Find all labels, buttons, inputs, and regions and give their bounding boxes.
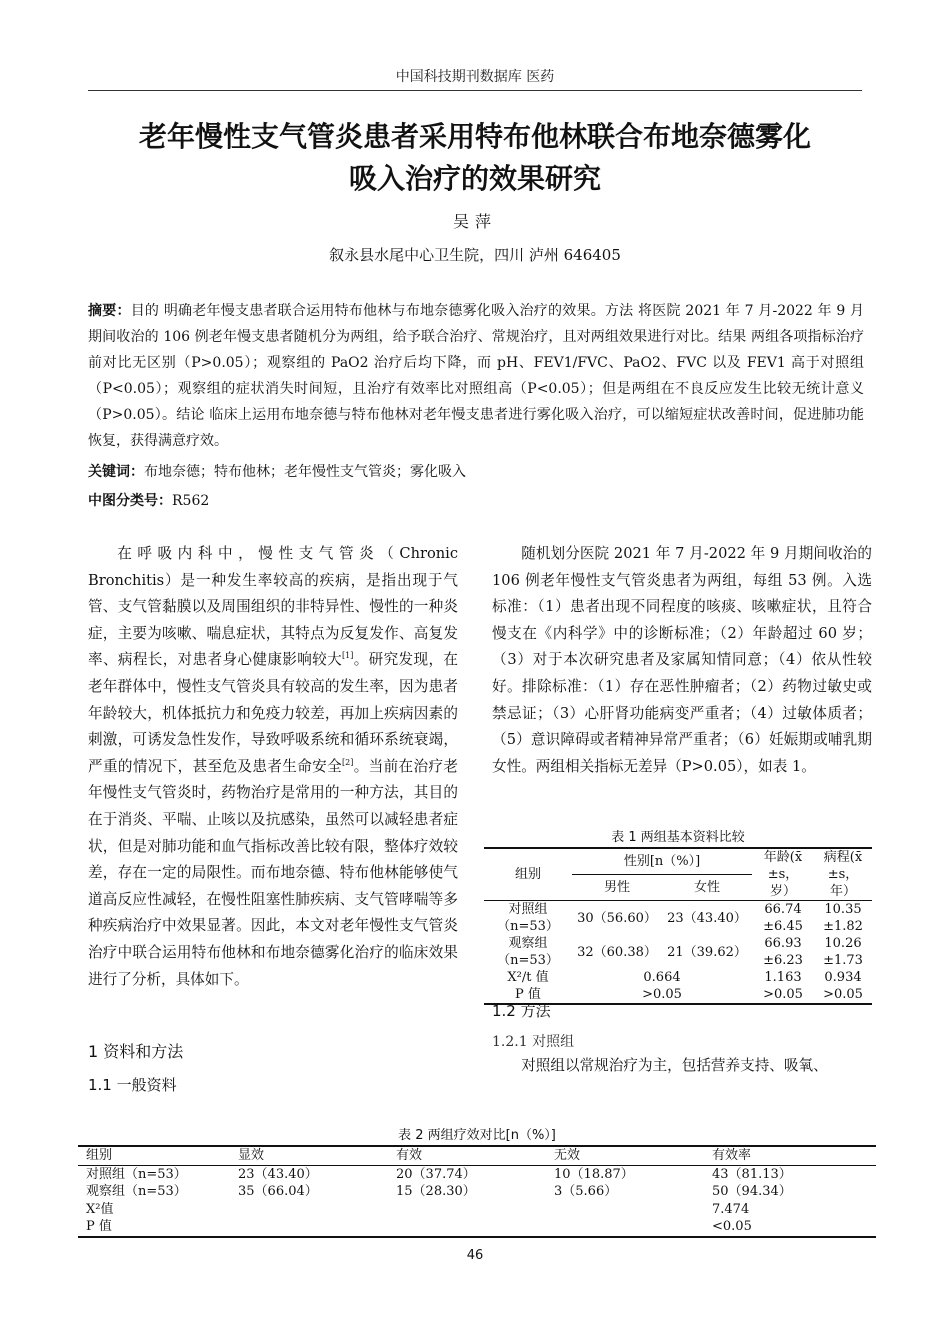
t1-course-header <box>814 848 872 901</box>
left-column <box>88 541 458 993</box>
section-heading-1-2: 1.2 方法 <box>492 1002 551 1020</box>
table-1-grid <box>484 847 872 1005</box>
control-group-paragraph: 对照组以常规治疗为主，包括营养支持、吸氧、 <box>521 1057 828 1074</box>
keywords-label: 关键词： <box>88 464 144 480</box>
t2-header-group: 组别 <box>86 1148 113 1163</box>
table-row <box>78 1218 876 1237</box>
t1-row1-male: 30（56.60） <box>577 910 657 926</box>
abstract <box>88 298 864 454</box>
t1-chi-sex: 0.664 <box>643 970 681 985</box>
keywords-text: 布地奈德；特布他林；老年慢性支气管炎；雾化吸入 <box>144 464 466 480</box>
right-column <box>492 541 872 780</box>
t1-course-header-c: 年） <box>829 884 856 899</box>
t2-r2-c1: 观察组（n=53） <box>86 1184 187 1199</box>
table-row <box>78 1165 876 1183</box>
t2-r2-c5: 50（94.34） <box>712 1184 792 1199</box>
t1-row2-course-b: ±1.73 <box>823 953 863 968</box>
table-row <box>484 935 872 969</box>
t1-row2-name-b: （n=53） <box>497 953 559 968</box>
classification <box>88 490 864 510</box>
t2-header-effective: 有效 <box>396 1148 423 1163</box>
title-line-1: 老年慢性支气管炎患者采用特布他林联合布地奈德雾化 <box>138 120 811 153</box>
right-paragraph: 随机划分医院 2021 年 7 月-2022 年 9 月期间收治的 106 例老年慢性支气管炎患者为两组，每组 53 例。入选标准：（1）患者出现不同程度的咳痰、咳嗽症状，且符合慢支在《内科学》中的诊断标准；（2）年龄超过 60 岁；（3）对于本次研究患者及家属知情同意；（4）依从性较好。排除标准：（1）存在恶性肿瘤者；（2）药物过敏史或禁忌证；（3）心肝肾功能病变严重者；（4）过敏体质者；（5）意识障碍或者精神异常严重者；（6）妊娠期或哺乳期女性。两组相关指标无差异（P>0.05），如表 1。 <box>492 545 872 775</box>
keywords <box>88 461 864 481</box>
t2-r1-c2: 23（43.40） <box>238 1166 318 1182</box>
t1-chi-age: 1.163 <box>764 970 802 985</box>
table-row <box>78 1201 876 1219</box>
t2-r1-c1: 对照组（n=53） <box>86 1166 187 1182</box>
abstract-label: 摘要： <box>88 303 131 319</box>
t2-r1-c4: 10（18.87） <box>554 1166 634 1182</box>
t1-age-header-c: 岁） <box>769 884 796 899</box>
intro-text-b: 。研究发现，在老年群体中，慢性支气管炎具有较高的发生率，因为患者年龄较大，机体抵抗力和免疫力较差，再加上疾病因素的刺激，可诱发急性发作，导致呼吸系统和循环系统衰竭，严重的情况下，甚至危及患者生命安全 <box>88 651 458 775</box>
t1-row2-age <box>752 935 814 969</box>
t1-age-header <box>752 848 814 901</box>
table-row <box>484 901 872 936</box>
table-2 <box>78 1124 876 1238</box>
intro-text-c: 。当前在治疗老年慢性支气管炎时，药物治疗是常用的一种方法，其目的在于消炎、平喘、止咳以及抗感染，虽然可以减轻患者症状，但是对肺功能和血气指标改善比较有限，整体疗效较差，存在一定的局限性。而布地奈德、特布他林能够使气道高反应性减轻，在慢性阻塞性肺疾病、支气管哮喘等多种疾病治疗中效果显著。因此，本文对老年慢性支气管炎治疗中联合运用特布他林和布地奈德雾化治疗的临床效果进行了分析，具体如下。 <box>88 757 458 988</box>
t2-header-ineffective: 无效 <box>554 1148 581 1163</box>
t2-r4-c1: P 值 <box>86 1219 112 1234</box>
t2-r4-c5: <0.05 <box>712 1219 752 1234</box>
table-row <box>78 1183 876 1201</box>
table-1 <box>484 826 872 1005</box>
section-heading-1-1: 1.1 一般资料 <box>88 1076 177 1094</box>
t1-row1-age <box>752 901 814 936</box>
t2-r3-c5: 7.474 <box>712 1201 750 1217</box>
t1-chi-course: 0.934 <box>824 970 862 985</box>
t2-r4-c3 <box>388 1218 546 1237</box>
t1-row2-female: 21（39.62） <box>667 944 747 960</box>
t2-r3-c1: X²值 <box>86 1201 114 1217</box>
classification-label: 中图分类号： <box>88 493 172 509</box>
t1-row2-age-b: ±6.23 <box>763 953 803 968</box>
t1-sex-header: 性别[n（%）] <box>572 848 752 875</box>
t2-r1-c3: 20（37.74） <box>396 1166 476 1182</box>
t1-row1-name-a: 对照组 <box>508 902 548 917</box>
t1-row1-course <box>814 901 872 936</box>
t2-r3-c3 <box>388 1201 546 1219</box>
t1-row2-male: 32（60.38） <box>577 944 657 960</box>
table-1-caption: 表 1 两组基本资料比较 <box>611 830 745 845</box>
table-2-caption: 表 2 两组疗效对比[n（%）] <box>398 1128 556 1143</box>
t1-course-header-b: ±s， <box>827 867 859 882</box>
table-2-grid <box>78 1145 876 1238</box>
t1-p-sex: >0.05 <box>642 987 682 1002</box>
t2-r2-c2: 35（66.04） <box>238 1184 318 1199</box>
abstract-text: 目的 明确老年慢支患者联合运用特布他林与布地奈德雾化吸入治疗的效果。方法 将医院 2021 年 7 月-2022 年 9 月期间收治的 106 例老年慢支患者随机分为两组，给予联合治疗、常规治疗，且对两组效果进行对比。结果 两组各项指标治疗前对比无区别（P>0.05）；观察组的 PaO2 治疗后均下降，而 pH、FEV1/FVC、PaO2、FVC 以及 FEV1 高于对照组（P<0.05）；观察组的症状消失时间短，且治疗有效率比对照组高（P<0.05）；但是两组在不良反应发生比较无统计意义（P>0.05）。结论 临床上运用布地奈德与特布他林对老年慢支患者进行雾化吸入治疗，可以缩短症状改善时间，促进肺功能恢复，获得满意疗效。 <box>88 303 864 449</box>
table-row <box>484 969 872 986</box>
page-number: 46 <box>466 1248 484 1263</box>
t1-row2-age-a: 66.93 <box>764 936 802 951</box>
t1-group-header: 组别 <box>484 848 572 901</box>
t1-male-header: 男性 <box>572 875 662 901</box>
t1-row2-course-a: 10.26 <box>824 936 862 951</box>
title-line-2: 吸入治疗的效果研究 <box>348 162 601 195</box>
section-heading-1-2-1: 1.2.1 对照组 <box>492 1034 575 1050</box>
t1-row2-course <box>814 935 872 969</box>
t1-course-header-a: 病程(x̄ <box>823 850 863 865</box>
classification-text: R562 <box>172 493 210 509</box>
t1-row1-age-a: 66.74 <box>764 902 802 917</box>
t1-row1-name-b: （n=53） <box>497 919 559 934</box>
section-heading-1: 1 资料和方法 <box>88 1042 184 1061</box>
intro-paragraph <box>88 541 458 993</box>
t1-p-course: >0.05 <box>823 987 863 1002</box>
author: 吴萍 <box>452 212 497 231</box>
t1-row1-course-b: ±1.82 <box>823 919 863 934</box>
t1-row1-course-a: 10.35 <box>824 902 862 917</box>
t2-r1-c5: 43（81.13） <box>712 1166 792 1182</box>
citation-1: [1] <box>342 651 354 661</box>
t1-age-header-a: 年龄(x̄ <box>763 850 803 865</box>
t2-r2-c4: 3（5.66） <box>554 1184 618 1199</box>
paper-title <box>70 116 880 200</box>
t1-row1-name <box>484 901 572 936</box>
t1-p-label: P 值 <box>515 987 541 1002</box>
t1-row1-female: 23（43.40） <box>667 910 747 926</box>
intro-text-a: 在呼吸内科中，慢性支气管炎（Chronic Bronchitis）是一种发生率较高的疾病，是指出现于气管、支气管黏膜以及周围组织的非特异性、慢性的一种炎症，主要为咳嗽、喘息症状，其特点为反复发作、高复发率、病程长，对患者身心健康影响较大 <box>88 545 458 669</box>
t2-r3-c2 <box>230 1201 388 1219</box>
t1-chi-label: X²/t 值 <box>507 970 549 985</box>
t2-r4-c4 <box>546 1218 704 1237</box>
control-group-text <box>492 1053 872 1080</box>
t1-row2-name-a: 观察组 <box>508 936 548 951</box>
t1-p-age: >0.05 <box>763 987 803 1002</box>
t1-row1-age-b: ±6.45 <box>763 919 803 934</box>
journal-header: 中国科技期刊数据库 医药 <box>88 66 862 91</box>
t1-female-header: 女性 <box>662 875 752 901</box>
affiliation: 叙永县水尾中心卫生院，四川 泸州 646405 <box>329 246 621 264</box>
t1-age-header-b: ±s， <box>767 867 799 882</box>
t2-r4-c2 <box>230 1218 388 1237</box>
citation-2: [2] <box>342 757 354 767</box>
t2-r2-c3: 15（28.30） <box>396 1184 476 1199</box>
t2-r3-c4 <box>546 1201 704 1219</box>
t1-row2-name <box>484 935 572 969</box>
t2-header-marked: 显效 <box>238 1148 265 1163</box>
t2-header-rate: 有效率 <box>712 1148 752 1163</box>
